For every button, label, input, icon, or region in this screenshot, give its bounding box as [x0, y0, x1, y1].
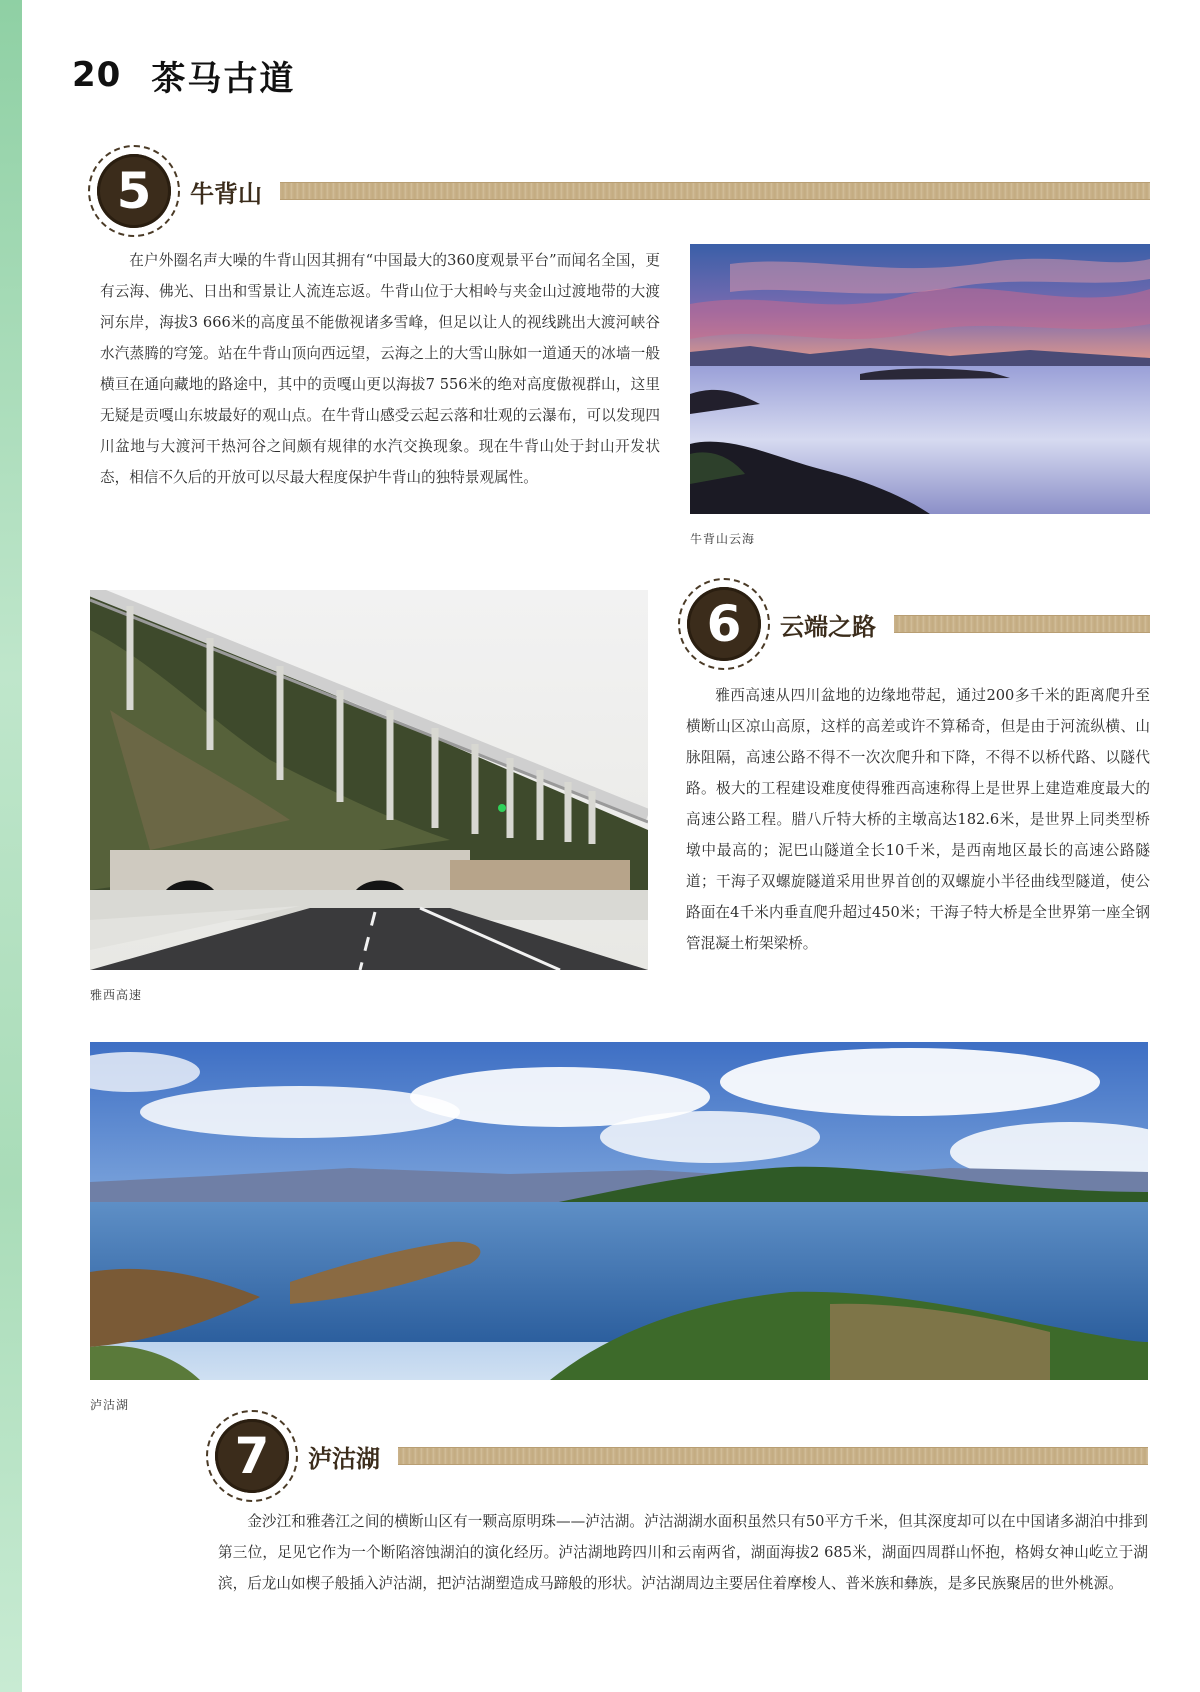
section-5-text: 在户外圈名声大噪的牛背山因其拥有“中国最大的360度观景平台”而闻名全国，更有云海、佛光、日出和雪景让人流连忘返。牛背山位于大相岭与夹金山过渡地带的大渡河东岸，海拔3 666米的高度虽不能傲视诸多雪峰，但足以让人的视线跳出大渡河峡谷水汽蒸腾的穹笼。站在牛背山顶向西远望，云海之上的大雪山脉如一道通天的冰墙一般横亘在通向藏地的路途中，其中的贡嘎山更以海拔7 556米的绝对高度傲视群山，这里无疑是贡嘎山东坡最好的观山点。在牛背山感受云起云落和壮观的云瀑布，可以发现四川盆地与大渡河干热河谷之间颇有规律的水汽交换现象。现在牛背山处于封山开发状态，相信不久后的开放可以尽最大程度保护牛背山的独特景观属性。: [100, 252, 660, 486]
section-divider-bar: [280, 182, 1150, 200]
section-divider-bar: [398, 1447, 1148, 1465]
photo-caption: 雅西高速: [90, 988, 143, 1002]
photo-niubei-cloud-sea: [690, 244, 1150, 514]
page-edge-strip: [0, 0, 22, 1692]
section-7-text: 金沙江和雅砻江之间的横断山区有一颗高原明珠——泸沽湖。泸沽湖湖水面积虽然只有50平方千米，但其深度却可以在中国诸多湖泊中排到第三位，足见它作为一个断陷溶蚀湖泊的演化经历。泸沽湖地跨四川和云南两省，湖面海拔2 685米，湖面四周群山怀抱，格姆女神山屹立于湖滨，后龙山如楔子般插入泸沽湖，把泸沽湖塑造成马蹄般的形状。泸沽湖周边主要居住着摩梭人、普米族和彝族，是多民族聚居的世外桃源。: [218, 1513, 1148, 1592]
section-6-text: 雅西高速从四川盆地的边缘地带起，通过200多千米的距离爬升至横断山区凉山高原，这样的高差或许不算稀奇，但是由于河流纵横、山脉阻隔，高速公路不得不一次次爬升和下降，不得不以桥代路、以隧代路。极大的工程建设难度使得雅西高速称得上是世界上建造难度最大的高速公路工程。腊八斤特大桥的主墩高达182.6米，是世界上同类型桥墩中最高的；泥巴山隧道全长10千米，是西南地区最长的高速公路隧道；干海子双螺旋隧道采用世界首创的双螺旋小半径曲线型隧道，使公路面在4千米内垂直爬升超过450米；干海子特大桥是全世界第一座全钢管混凝土桁架梁桥。: [686, 687, 1150, 952]
section-divider-bar: [894, 615, 1150, 633]
section-5-heading: [88, 145, 1150, 237]
photo-caption: 牛背山云海: [690, 532, 756, 546]
page-number: 20: [72, 55, 122, 95]
photo-yaxi-expressway: [90, 590, 648, 970]
section-number-badge: [88, 145, 180, 237]
book-title: 茶马古道: [151, 58, 296, 99]
section-7-heading: [206, 1410, 1148, 1502]
section-number: 7: [215, 1419, 289, 1493]
photo-caption: 泸沽湖: [90, 1398, 130, 1412]
section-6-heading: [678, 578, 1150, 670]
section-number: 5: [97, 154, 171, 228]
section-number: 6: [687, 587, 761, 661]
page-header: [72, 52, 295, 98]
section-title: 牛背山: [190, 179, 262, 208]
section-title: 泸沽湖: [308, 1444, 380, 1473]
section-number-badge: [206, 1410, 298, 1502]
photo-lugu-lake: [90, 1042, 1148, 1380]
section-number-badge: [678, 578, 770, 670]
section-title: 云端之路: [780, 612, 876, 641]
